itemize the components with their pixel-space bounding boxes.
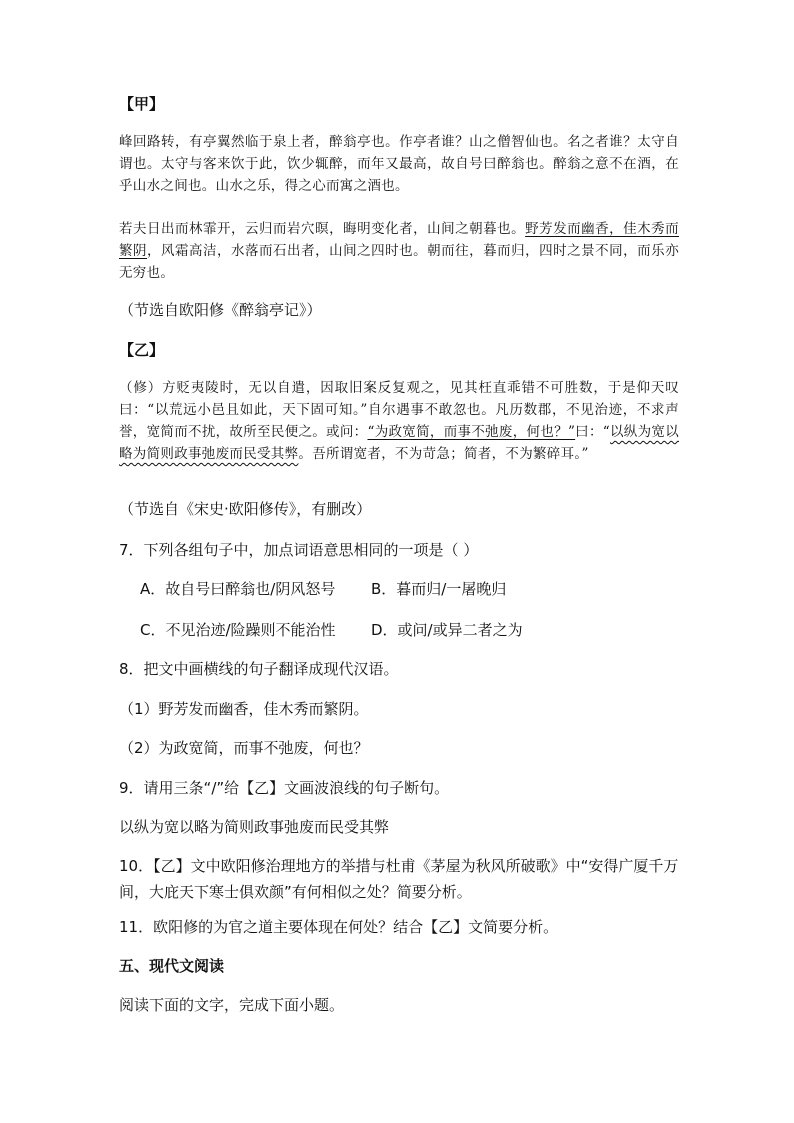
question-8-part-2: （2）为政宽简，而事不弛废，何也？ (119, 739, 369, 757)
wavy-underlined-sentence: 以纵为宽以略为简则政事弛废而民受其弊 (119, 424, 680, 462)
question-8-part-1: （1）野芳发而幽香，佳木秀而繁阴。 (119, 700, 369, 718)
section-5-heading: 五、现代文阅读 (119, 957, 225, 975)
question-9: 9．请用三条“/”给【乙】文画波浪线的句子断句。 (119, 779, 450, 797)
option-b: B．暮而归/一屠晚归 (371, 580, 507, 598)
option-d: D．或问/或异二者之为 (371, 621, 523, 639)
option-a: A．故自号曰醉翁也/阴风怒号 (140, 580, 336, 598)
question-7-options-row-1 (140, 578, 507, 599)
passage-yi-source: （节选自《宋史·欧阳修传》，有删改） (119, 500, 372, 518)
question-10: 10．【乙】文中欧阳修治理地方的举措与杜甫《茅屋为秋风所破歌》中“安得广厦千万间，大庇天下寒士俱欢颜”有何相似之处？简要分析。 (119, 857, 679, 901)
option-c: C．不见治迹/险躁则不能治性 (140, 621, 336, 639)
question-8: 8．把文中画横线的句子翻译成现代汉语。 (119, 660, 399, 678)
passage-yi-label: 【乙】 (119, 341, 165, 359)
question-11: 11．欧阳修的为官之道主要体现在何处？结合【乙】文简要分析。 (119, 918, 559, 936)
text-segment: （修）方贬夷陵时，无以自遣，因取旧案反复观之，见其枉直乖错不可胜数，于是仰天叹曰：“以荒远小邑且如此，天下固可知。”自尔遇事不敢忽也。凡历数郡，不见治迹，不求声誉，宽简而不扰，故所至民便之。或问： (119, 380, 679, 440)
passage-jia-label: 【甲】 (119, 95, 165, 113)
text-segment: 曰：“ (575, 424, 610, 440)
passage-yi-paragraph (119, 377, 679, 465)
passage-jia-source: （节选自欧阳修《醉翁亭记》） (119, 301, 322, 319)
underlined-sentence-1: 野芳发而幽香，佳木秀而繁阴 (119, 221, 679, 259)
question-9-sentence: 以纵为宽以略为简则政事弛废而民受其弊 (119, 818, 390, 836)
text-segment: 。吾所谓宽者，不为苛急；简者，不为繁碎耳。” (298, 446, 589, 462)
question-7-options-row-2 (140, 619, 523, 640)
question-7: 7．下列各组句子中，加点词语意思相同的一项是（ ） (119, 541, 479, 559)
text-segment: ，风霜高洁，水落而石出者，山间之四时也。朝而往，暮而归，四时之景不同，而乐亦无穷也。 (119, 243, 679, 281)
passage-jia-paragraph-2 (119, 218, 679, 284)
passage-jia-paragraph-1: 峰回路转，有亭翼然临于泉上者，醉翁亭也。作亭者谁？山之僧智仙也。名之者谁？太守自谓也。太守与客来饮于此，饮少辄醉，而年又最高，故自号曰醉翁也。醉翁之意不在酒，在乎山水之间也。山水之乐，得之心而寓之酒也。 (119, 134, 679, 194)
section-5-intro: 阅读下面的文字，完成下面小题。 (119, 996, 345, 1014)
underlined-sentence-2: “为政宽简，而事不弛废，何也？” (367, 424, 576, 440)
text-segment: 若夫日出而林霏开，云归而岩穴暝，晦明变化者，山间之朝暮也。 (119, 221, 526, 237)
